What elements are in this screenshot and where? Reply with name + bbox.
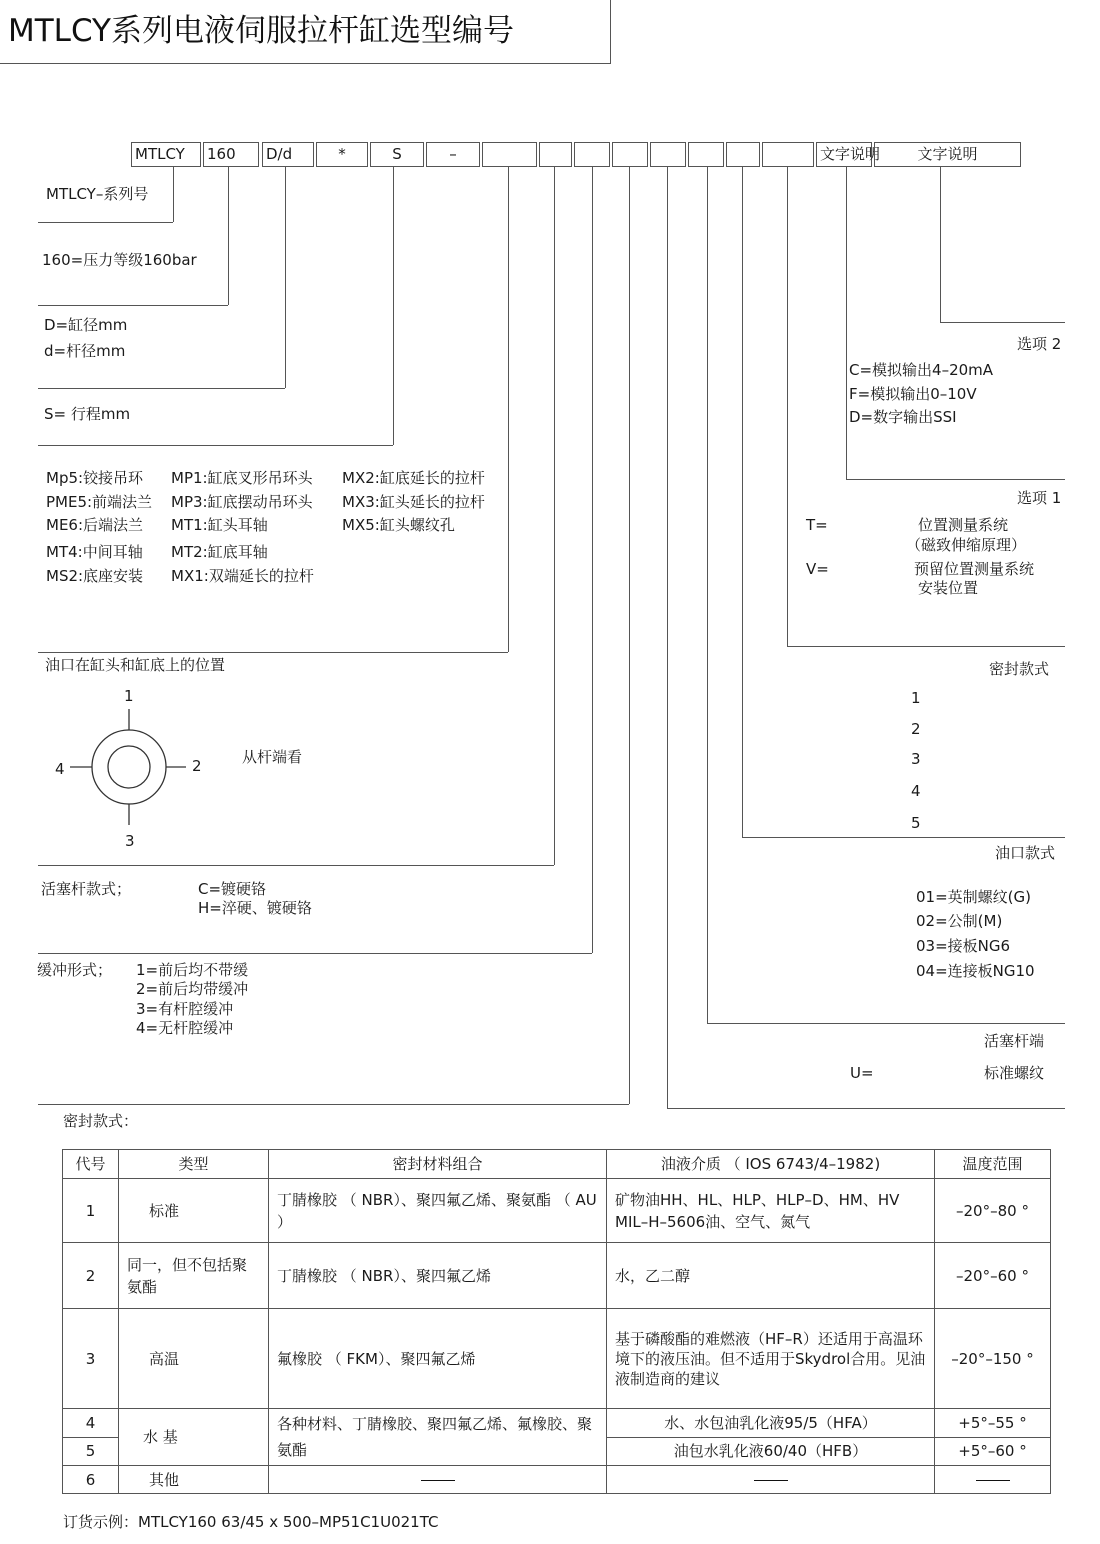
rod-label: d=杆径mm — [44, 342, 126, 360]
connector-mounting-h — [38, 652, 508, 653]
port-position-diagram — [70, 705, 190, 825]
port-position-title: 油口在缸头和缸底上的位置 — [45, 656, 226, 674]
code-box-dash: – — [426, 142, 480, 167]
row-fluid: 油包水乳化液60/40（HFB） — [607, 1437, 935, 1466]
outer-circle — [92, 730, 166, 804]
mounting-item: MP3:缸底摆动吊环头 — [171, 493, 313, 511]
cushion-item: 4=无杆腔缓冲 — [136, 1019, 234, 1037]
connector-text-desc-v — [940, 167, 941, 322]
pressure-label: 160=压力等级160bar — [42, 251, 197, 269]
option2-item: F=模拟输出0–10V — [849, 385, 977, 403]
connector-option1-h — [787, 646, 1065, 647]
row-material: 丁腈橡胶 （ NBR）、聚四氟乙烯、聚氨酯 （ AU ） — [269, 1179, 607, 1243]
connector-rod-style-h — [38, 953, 592, 954]
seal-style-item: 2 — [911, 720, 921, 738]
code-box-pressure: 160 — [203, 142, 259, 167]
cushion-item: 3=有杆腔缓冲 — [136, 1000, 234, 1018]
dash-mark — [754, 1480, 788, 1481]
row-code: 4 — [63, 1409, 119, 1438]
row-code: 5 — [63, 1437, 119, 1466]
inner-circle — [108, 746, 150, 788]
option2-item: C=模拟输出4–20mA — [849, 361, 994, 379]
connector-port-style-h — [742, 837, 1065, 838]
code-box-cushion — [612, 142, 648, 167]
seal-table — [62, 1149, 1051, 1494]
row-code: 2 — [63, 1243, 119, 1309]
row-type: 同一，但不包括聚氨酯 — [119, 1243, 269, 1309]
code-box-port-position — [539, 142, 572, 167]
connector-bore-v — [285, 167, 286, 388]
connector-port-pos-v — [554, 167, 555, 865]
connector-stroke-v — [393, 167, 394, 445]
code-box-stroke: S — [370, 142, 424, 167]
option1-t-desc: （磁致伸缩原理） — [906, 536, 1027, 554]
dash-mark — [421, 1480, 455, 1481]
row-material: 氟橡胶 （ FKM）、聚四氟乙烯 — [269, 1309, 607, 1409]
header-temp: 温度范围 — [935, 1150, 1051, 1179]
series-label: MTLCY–系列号 — [46, 185, 149, 203]
connector-pressure-h — [38, 305, 228, 306]
seal-style-title: 密封款式 — [989, 660, 1050, 678]
stroke-label: S= 行程mm — [44, 405, 131, 423]
mounting-item: MX2:缸底延长的拉杆 — [342, 469, 485, 487]
code-box-text-desc: 文字说明 — [874, 142, 1021, 167]
option1-v-desc: 预留位置测量系统 — [914, 560, 1035, 578]
connector-seal-h — [667, 1108, 1065, 1109]
code-box-option1 — [762, 142, 814, 167]
row-temp: –20°–150 ° — [935, 1309, 1051, 1409]
code-box-rod-end — [688, 142, 724, 167]
rod-end-code: U= — [850, 1064, 874, 1082]
mounting-item: MX1:双端延长的拉杆 — [171, 567, 314, 585]
seal-style-item: 3 — [911, 750, 921, 768]
connector-option2-v — [846, 167, 847, 479]
table-row — [63, 1309, 1051, 1409]
option1-t-code: T= — [806, 516, 828, 534]
header-type: 类型 — [119, 1150, 269, 1179]
row-temp: +5°–60 ° — [935, 1437, 1051, 1466]
row-temp: –20°–60 ° — [935, 1243, 1051, 1309]
mounting-item: ME6:后端法兰 — [46, 516, 144, 534]
code-box-option2: 文字说明 — [816, 142, 872, 167]
port-style-item: 03=接板NG6 — [916, 937, 1011, 955]
code-box-port-style — [726, 142, 760, 167]
row-material: 丁腈橡胶 （ NBR）、聚四氟乙烯 — [269, 1243, 607, 1309]
connector-stroke-h — [38, 445, 393, 446]
seal-style-item: 4 — [911, 782, 921, 800]
row-material-empty — [269, 1466, 607, 1494]
row-type: 高温 — [119, 1309, 269, 1409]
rod-style-item: C=镀硬铬 — [198, 880, 267, 898]
row-fluid: 水、水包油乳化液95/5（HFA） — [607, 1409, 935, 1438]
table-row — [63, 1409, 1051, 1438]
table-row — [63, 1466, 1051, 1494]
row-type: 标准 — [119, 1179, 269, 1243]
page-title-frame — [0, 0, 611, 64]
port-label-4: 4 — [55, 760, 65, 778]
connector-text-desc-h — [940, 322, 1065, 323]
seal-table-caption: 密封款式： — [63, 1112, 139, 1130]
row-code: 1 — [63, 1179, 119, 1243]
code-box-separator: * — [316, 142, 368, 167]
code-box-rod-style — [574, 142, 610, 167]
rod-end-title: 活塞杆端 — [984, 1032, 1045, 1050]
code-box-seal-type — [650, 142, 686, 167]
option2-item: D=数字输出SSI — [849, 408, 957, 426]
table-header-row — [63, 1150, 1051, 1179]
connector-option1-v — [787, 167, 788, 646]
connector-cushion-v — [629, 167, 630, 1104]
port-view-note: 从杆端看 — [242, 748, 303, 766]
mounting-item: MT2:缸底耳轴 — [171, 543, 268, 561]
connector-series-v — [173, 167, 174, 222]
option1-title: 选项 1 — [1017, 489, 1062, 507]
mounting-item: MS2:底座安装 — [46, 567, 144, 585]
cushion-item: 1=前后均不带缓 — [136, 961, 249, 979]
connector-seal-v — [667, 167, 668, 1108]
option1-t-desc: 位置测量系统 — [918, 516, 1009, 534]
port-label-3: 3 — [125, 832, 135, 850]
code-box-mounting — [482, 142, 537, 167]
seal-style-item: 5 — [911, 814, 921, 832]
seal-style-item: 1 — [911, 689, 921, 707]
rod-style-title: 活塞杆款式； — [41, 880, 132, 898]
row-fluid: 矿物油HH、HL、HLP、HLP–D、HM、HV MIL–H–5606油、空气、氮气 — [607, 1179, 935, 1243]
row-code: 3 — [63, 1309, 119, 1409]
port-style-item: 04=连接板NG10 — [916, 962, 1035, 980]
rod-end-desc: 标准螺纹 — [984, 1064, 1045, 1082]
row-temp: +5°–55 ° — [935, 1409, 1051, 1438]
rod-style-item: H=淬硬、镀硬铬 — [198, 899, 312, 917]
mounting-item: MX3:缸头延长的拉杆 — [342, 493, 485, 511]
table-row — [63, 1243, 1051, 1309]
connector-rod-end-v — [707, 167, 708, 1023]
option1-v-desc: 安装位置 — [918, 579, 979, 597]
connector-mounting-v — [508, 167, 509, 652]
table-row — [63, 1179, 1051, 1243]
mounting-item: PME5:前端法兰 — [46, 493, 153, 511]
row-code: 6 — [63, 1466, 119, 1494]
connector-series-h — [38, 222, 173, 223]
connector-option2-h — [846, 479, 1065, 480]
row-fluid-empty — [607, 1466, 935, 1494]
connector-port-style-v — [742, 167, 743, 837]
port-style-title: 油口款式 — [995, 844, 1056, 862]
mounting-item: MT1:缸头耳轴 — [171, 516, 268, 534]
header-material: 密封材料组合 — [269, 1150, 607, 1179]
cushion-item: 2=前后均带缓冲 — [136, 980, 249, 998]
mounting-item: MT4:中间耳轴 — [46, 543, 143, 561]
bore-label: D=缸径mm — [44, 316, 128, 334]
option1-v-code: V= — [806, 560, 829, 578]
row-temp: –20°–80 ° — [935, 1179, 1051, 1243]
header-fluid: 油液介质 （ IOS 6743/4–1982) — [607, 1150, 935, 1179]
connector-bore-h — [38, 388, 285, 389]
row-fluid: 水，乙二醇 — [607, 1243, 935, 1309]
row-material: 各种材料、丁腈橡胶、聚四氟乙烯、氟橡胶、聚氨酯 — [269, 1409, 607, 1466]
option2-title: 选项 2 — [1017, 335, 1062, 353]
cushion-title: 缓冲形式； — [37, 961, 113, 979]
page-title: MTLCY系列电液伺服拉杆缸选型编号 — [8, 13, 514, 49]
header-code: 代号 — [63, 1150, 119, 1179]
row-type: 水 基 — [119, 1409, 269, 1466]
mounting-item: MX5:缸头螺纹孔 — [342, 516, 455, 534]
mounting-item: MP1:缸底叉形吊环头 — [171, 469, 313, 487]
mounting-item: Mp5:铰接吊环 — [46, 469, 144, 487]
row-type: 其他 — [119, 1466, 269, 1494]
port-style-item: 01=英制螺纹(G) — [916, 888, 1031, 906]
row-fluid: 基于磷酸酯的难燃液（HF–R）还适用于高温环境下的液压油。但不适用于Skydrol合用。见油液制造商的建议 — [607, 1309, 935, 1409]
connector-rod-style-v — [592, 167, 593, 953]
connector-pressure-v — [228, 167, 229, 305]
code-box-series: MTLCY — [131, 142, 201, 167]
connector-port-pos-h — [38, 865, 554, 866]
port-label-1: 1 — [124, 687, 134, 705]
port-label-2: 2 — [192, 757, 202, 775]
connector-cushion-h — [38, 1104, 629, 1105]
port-style-item: 02=公制(M) — [916, 912, 1003, 930]
row-temp-empty — [935, 1466, 1051, 1494]
order-example: 订货示例：MTLCY160 63/45 x 500–MP51C1U021TC — [63, 1513, 439, 1531]
dash-mark — [976, 1480, 1010, 1481]
connector-rod-end-h — [707, 1023, 1065, 1024]
code-box-bore-rod: D/d — [262, 142, 314, 167]
